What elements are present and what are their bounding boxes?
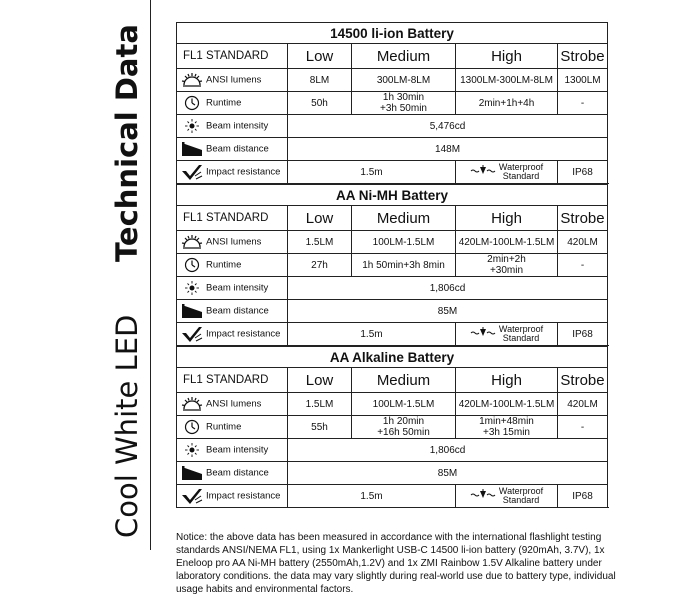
waterproof-label-cell [456,161,558,184]
runtime-medium [352,254,456,277]
sunburst-icon [181,234,203,250]
clock-icon [181,257,203,273]
runtime-line: 50h [311,97,328,109]
mode-low: Low [288,368,352,393]
impact-resistance-label: Impact resistance [206,328,281,340]
runtime-strobe [558,254,608,277]
ansi-lumens-label-cell [177,231,288,254]
beam-intensity-value: 1,806cd [288,439,608,462]
runtime-strobe [558,92,608,115]
impact-resistance-label: Impact resistance [206,490,281,502]
mode-high: High [456,368,558,393]
runtime-line: - [580,97,585,109]
waterproof-standard-label: Standard [502,333,540,343]
spec-table [176,346,608,508]
ansi-medium: 100LM-1.5LM [352,393,456,416]
light-dot-icon [181,442,203,458]
waterproof-label: Waterproof [498,486,544,496]
ansi-medium: 100LM-1.5LM [352,231,456,254]
mode-medium: Medium [352,206,456,231]
notice-text: Notice: the above data has been measured in accordance with the international flashlight testing standards ANSI/NEMA FL1, using 1x Mankerlight USB-C 14500 li-ion battery (920mAh, 3.7V), 1x Eneloop pro AA Ni-MH battery (2550mAh,1.2V) and 1x ZMI Rainbow 1.5V Alkaline battery under laboratory conditions. the data may vary slightly during real-world use due to battery type, individual usage habits and environmental factors. [176,532,616,595]
ansi-strobe: 420LM [558,231,608,254]
runtime-high [456,92,558,115]
waterproof-drop-icon [470,327,496,341]
waterproof-label: Waterproof [498,324,544,334]
mode-high: High [456,44,558,69]
light-dot-icon [181,118,203,134]
ansi-high: 420LM-100LM-1.5LM [456,231,558,254]
runtime-label-cell [177,416,288,439]
mode-medium: Medium [352,368,456,393]
impact-resistance-label-cell [177,323,288,346]
runtime-line: 1h 30min [382,92,425,103]
runtime-line: 1min+48min [479,416,534,427]
beam-wedge-icon [181,465,203,481]
runtime-label: Runtime [206,97,242,109]
impact-value: 1.5m [288,161,456,184]
ip-rating-value: IP68 [558,161,608,184]
ansi-lumens-label-cell [177,393,288,416]
ip-rating-value: IP68 [558,485,608,508]
beam-distance-label-cell [177,462,288,485]
runtime-label: Runtime [206,421,242,433]
runtime-line: +3h 15min [483,427,530,438]
beam-distance-label: Beam distance [206,305,269,317]
waterproof-standard-label: Standard [502,171,540,181]
impact-value: 1.5m [288,323,456,346]
standard-label: FL1 STANDARD [177,368,288,393]
divider-line [150,0,151,550]
mode-strobe: Strobe [558,44,608,69]
beam-wedge-icon [181,141,203,157]
impact-value: 1.5m [288,485,456,508]
ansi-lumens-label: ANSI lumens [206,74,262,86]
runtime-line: +16h 50min [377,427,430,438]
beam-intensity-value: 1,806cd [288,277,608,300]
impact-resistance-label-cell [177,161,288,184]
beam-intensity-label: Beam intensity [206,444,269,456]
runtime-medium [352,92,456,115]
ansi-lumens-label: ANSI lumens [206,398,262,410]
mode-low: Low [288,44,352,69]
ansi-low: 1.5LM [288,393,352,416]
runtime-line: 2min+2h [487,254,526,265]
impact-resistance-label: Impact resistance [206,166,281,178]
standard-label: FL1 STANDARD [177,44,288,69]
clock-icon [181,95,203,111]
runtime-high [456,416,558,439]
runtime-label: Runtime [206,259,242,271]
mode-high: High [456,206,558,231]
spec-tables [176,22,607,508]
runtime-low [288,92,352,115]
beam-intensity-label-cell [177,439,288,462]
runtime-label-cell [177,254,288,277]
beam-intensity-label: Beam intensity [206,282,269,294]
ansi-strobe: 1300LM [558,69,608,92]
ansi-low: 1.5LM [288,231,352,254]
clock-icon [181,419,203,435]
waterproof-label-cell [456,485,558,508]
runtime-line: 55h [311,421,328,433]
ansi-low: 8LM [288,69,352,92]
runtime-line: 1h 20min [382,416,425,427]
battery-title: AA Alkaline Battery [177,347,608,368]
beam-distance-value: 85M [288,462,608,485]
impact-check-icon [181,164,203,180]
ip-rating-value: IP68 [558,323,608,346]
waterproof-standard-label: Standard [502,495,540,505]
beam-distance-value: 148M [288,138,608,161]
side-title: Technical Data [110,24,144,262]
beam-distance-value: 85M [288,300,608,323]
runtime-line: - [580,259,585,271]
runtime-low [288,416,352,439]
runtime-line: +30min [489,265,524,276]
runtime-low [288,254,352,277]
ansi-strobe: 420LM [558,393,608,416]
battery-title: 14500 li-ion Battery [177,23,608,44]
beam-distance-label-cell [177,138,288,161]
runtime-line: - [580,421,585,433]
ansi-lumens-label-cell [177,69,288,92]
sunburst-icon [181,396,203,412]
mode-strobe: Strobe [558,368,608,393]
runtime-line: 1h 50min+3h 8min [362,259,445,271]
beam-intensity-label: Beam intensity [206,120,269,132]
runtime-line: +3h 50min [380,103,427,114]
waterproof-drop-icon [470,165,496,179]
runtime-medium [352,416,456,439]
runtime-line: 27h [311,259,328,271]
ansi-high: 420LM-100LM-1.5LM [456,393,558,416]
standard-label: FL1 STANDARD [177,206,288,231]
ansi-medium: 300LM-8LM [352,69,456,92]
waterproof-drop-icon [470,489,496,503]
battery-title: AA Ni-MH Battery [177,185,608,206]
sunburst-icon [181,72,203,88]
waterproof-label: Waterproof [498,162,544,172]
beam-intensity-value: 5,476cd [288,115,608,138]
spec-table [176,184,608,346]
impact-check-icon [181,326,203,342]
beam-intensity-label-cell [177,277,288,300]
spec-table [176,22,608,184]
runtime-line: 2min+1h+4h [478,97,535,109]
mode-low: Low [288,206,352,231]
ansi-high: 1300LM-300LM-8LM [456,69,558,92]
side-subtitle: Cool White LED [110,314,144,538]
beam-distance-label-cell [177,300,288,323]
light-dot-icon [181,280,203,296]
runtime-high [456,254,558,277]
beam-wedge-icon [181,303,203,319]
impact-resistance-label-cell [177,485,288,508]
mode-strobe: Strobe [558,206,608,231]
impact-check-icon [181,488,203,504]
beam-distance-label: Beam distance [206,143,269,155]
mode-medium: Medium [352,44,456,69]
runtime-label-cell [177,92,288,115]
waterproof-label-cell [456,323,558,346]
beam-distance-label: Beam distance [206,467,269,479]
ansi-lumens-label: ANSI lumens [206,236,262,248]
runtime-strobe [558,416,608,439]
beam-intensity-label-cell [177,115,288,138]
